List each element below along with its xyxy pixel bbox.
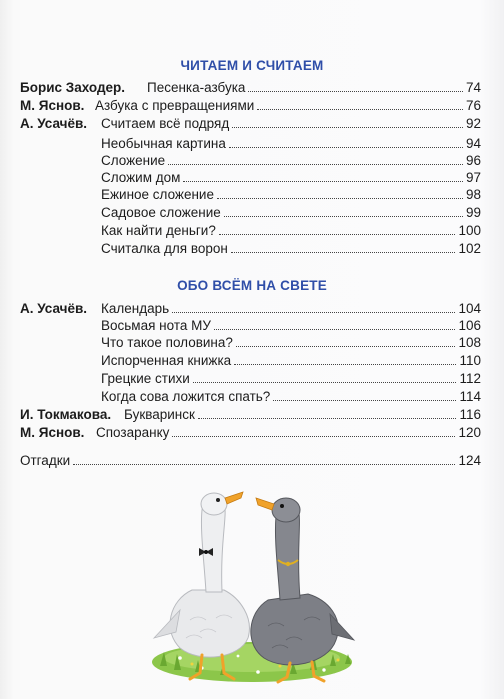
- toc-row[interactable]: [0, 423, 504, 443]
- toc-title: Испорченная книжка: [101, 353, 232, 368]
- toc-title: Сложение: [101, 153, 166, 168]
- dot-leader: [73, 451, 455, 465]
- toc-page-number: 102: [458, 241, 481, 256]
- toc-title: Считаем всё подряд: [101, 116, 230, 131]
- toc-page-number: 100: [458, 223, 481, 238]
- toc-page-number: 98: [465, 187, 481, 202]
- toc-page-number: 116: [459, 407, 481, 422]
- toc-page-number: 124: [458, 453, 481, 468]
- toc-row[interactable]: [0, 96, 504, 116]
- toc-author: И. Токмакова.: [20, 407, 112, 422]
- dot-leader: [168, 151, 463, 165]
- toc-row[interactable]: [0, 369, 504, 389]
- dot-leader: [183, 168, 463, 182]
- toc-title: Что такое половина?: [101, 335, 233, 350]
- toc-title: Восьмая нота МУ: [101, 318, 211, 333]
- toc-entry: [96, 423, 481, 443]
- toc-title: Считалка для ворон: [101, 241, 228, 256]
- toc-page-number: 74: [465, 80, 481, 95]
- toc-row[interactable]: [0, 239, 504, 259]
- toc-author: М. Яснов.: [20, 425, 85, 440]
- white-goose: [154, 492, 249, 679]
- toc-entry: [124, 405, 481, 425]
- dot-leader: [198, 405, 457, 419]
- toc-entry: [101, 351, 481, 371]
- dot-leader: [248, 78, 463, 92]
- dot-leader: [193, 369, 457, 383]
- toc-page-number: 112: [459, 371, 481, 386]
- toc-author: Борис Заходер.: [20, 80, 126, 95]
- toc-row[interactable]: [0, 387, 504, 407]
- dot-leader: [273, 387, 456, 401]
- toc-page-number: 104: [458, 301, 481, 316]
- dot-leader: [224, 203, 463, 217]
- toc-entry: [101, 185, 481, 205]
- toc-author: А. Усачёв.: [20, 301, 88, 316]
- toc-page-number: 108: [458, 335, 481, 350]
- toc-entry: [147, 78, 481, 98]
- dot-leader: [232, 114, 463, 128]
- section-title-about-everything: ОБО ВСЁМ НА СВЕТЕ: [177, 278, 327, 293]
- toc-title: Когда сова ложится спать?: [101, 389, 271, 404]
- dot-leader: [229, 134, 463, 148]
- toc-page-number: 92: [465, 116, 481, 131]
- toc-author: А. Усачёв.: [20, 116, 88, 131]
- toc-row[interactable]: [0, 333, 504, 353]
- toc-row[interactable]: [0, 351, 504, 371]
- dot-leader: [219, 221, 456, 235]
- section-title-read-and-count: ЧИТАЕМ И СЧИТАЕМ: [180, 58, 324, 73]
- toc-page-number: 114: [459, 389, 481, 404]
- toc-title: Песенка-азбука: [147, 80, 246, 95]
- toc-row[interactable]: [0, 185, 504, 205]
- dot-leader: [234, 351, 456, 365]
- toc-title: Садовое сложение: [101, 205, 221, 220]
- toc-page-number: 110: [459, 353, 481, 368]
- toc-title: Грецкие стихи: [101, 371, 190, 386]
- toc-entry: [101, 369, 481, 389]
- two-geese-illustration: [140, 480, 370, 695]
- toc-row[interactable]: [0, 405, 504, 425]
- toc-entry: [20, 451, 481, 471]
- toc-page-number: 94: [465, 136, 481, 151]
- toc-entry: [95, 96, 481, 116]
- toc-row-answers[interactable]: [0, 451, 504, 471]
- toc-row[interactable]: [0, 203, 504, 223]
- toc-entry: [101, 221, 481, 241]
- toc-entry: [101, 387, 481, 407]
- dot-leader: [214, 316, 456, 330]
- dot-leader: [172, 423, 455, 437]
- toc-page-number: 97: [465, 170, 481, 185]
- toc-page-number: 96: [465, 153, 481, 168]
- toc-title: Ежиное сложение: [101, 187, 214, 202]
- toc-author: М. Яснов.: [20, 98, 85, 113]
- toc-title: Календарь: [101, 301, 170, 316]
- toc-title: Сложим дом: [101, 170, 181, 185]
- toc-title: Необычная картина: [101, 136, 226, 151]
- toc-title: Как найти деньги?: [101, 223, 216, 238]
- toc-page-number: 120: [458, 425, 481, 440]
- toc-entry: [101, 203, 481, 223]
- toc-page-number: 99: [465, 205, 481, 220]
- toc-row[interactable]: [0, 221, 504, 241]
- toc-title: Азбука с превращениями: [95, 98, 255, 113]
- toc-title: Отгадки: [20, 453, 71, 468]
- dot-leader: [217, 185, 463, 199]
- dot-leader: [257, 96, 463, 110]
- toc-title: Спозаранку: [96, 425, 170, 440]
- toc-entry: [101, 114, 481, 134]
- toc-row[interactable]: [0, 78, 504, 98]
- dot-leader: [172, 299, 455, 313]
- toc-page-number: 76: [465, 98, 481, 113]
- toc-entry: [101, 333, 481, 353]
- toc-row[interactable]: [0, 114, 504, 134]
- toc-page-number: 106: [458, 318, 481, 333]
- toc-title: Букваринск: [124, 407, 195, 422]
- toc-entry: [101, 239, 481, 259]
- dot-leader: [231, 239, 456, 253]
- dot-leader: [236, 333, 456, 347]
